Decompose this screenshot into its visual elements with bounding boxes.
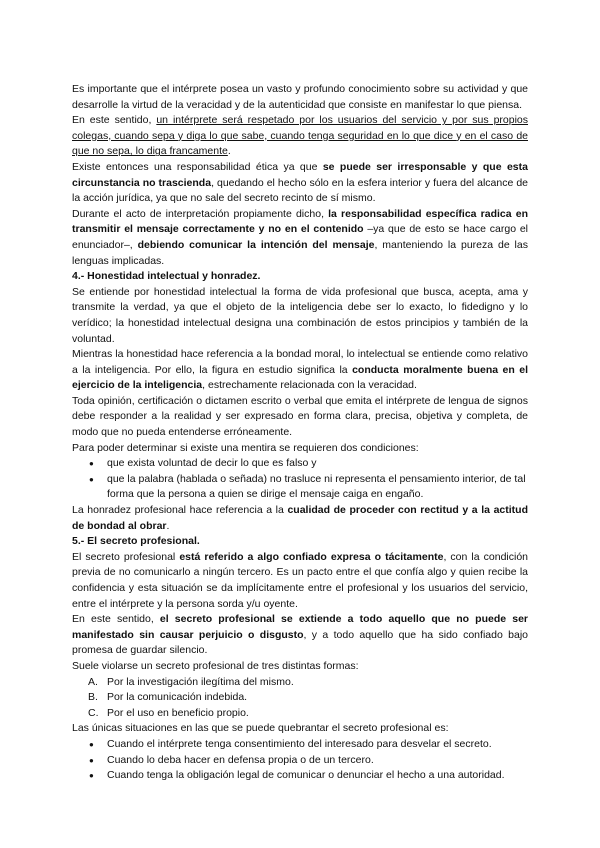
text-run: El secreto profesional bbox=[72, 550, 180, 563]
list-item-text: Por la comunicación indebida. bbox=[107, 691, 248, 704]
text-run: . bbox=[166, 519, 170, 532]
bold-text: conducta moralmente buena en el ejercicio de la inteligencia bbox=[72, 363, 528, 392]
bold-text: la responsabilidad específica radica en transmitir el mensaje correctamente y no en el contenido bbox=[72, 207, 529, 236]
text-run: . bbox=[227, 145, 231, 158]
list-item-text: Cuando lo deba hacer en defensa propia o de un tercero. bbox=[107, 753, 374, 766]
text-run: , quedando el hecho sólo en la esfera interior y fuera del alcance de la acción jurídica, ya que no sale del secreto recinto de sí mismo. bbox=[72, 176, 528, 205]
paragraph: Las únicas situaciones en las que se puede quebrantar el secreto profesional es: bbox=[72, 722, 449, 735]
list-item bbox=[72, 768, 528, 784]
text-run: , con la condición previa de no comunicarlo a ningún tercero. Es un pacto entre el que confía algo y quien recibe la confidencia y esta situación se da implícitamente entre el profesional y los usuarios del servicio, entre el intérprete y la persona sorda y/u oyente. bbox=[72, 550, 529, 610]
section-heading: 4.- Honestidad intelectual y honradez. bbox=[72, 270, 261, 283]
list-marker: B. bbox=[88, 691, 98, 704]
paragraph: Para poder determinar si existe una mentira se requieren dos condiciones: bbox=[72, 441, 419, 454]
bullet-icon: ● bbox=[89, 459, 94, 469]
list-marker: A. bbox=[88, 675, 98, 688]
paragraph bbox=[72, 503, 528, 534]
bold-text: está referido a algo confiado expresa o tácitamente bbox=[179, 550, 444, 563]
list-marker: C. bbox=[88, 706, 99, 719]
bullet-list bbox=[72, 737, 528, 784]
paragraph bbox=[72, 207, 528, 269]
bold-text: debiendo comunicar la intención del mensaje bbox=[137, 238, 375, 251]
text-run: Durante el acto de interpretación propiamente dicho, bbox=[72, 207, 329, 220]
bullet-list bbox=[72, 456, 528, 503]
list-item bbox=[72, 706, 528, 722]
lettered-list bbox=[72, 675, 528, 722]
paragraph: Se entiende por honestidad intelectual la forma de vida profesional que busca, acepta, ama y transmite la verdad, ya que el objeto de la inteligencia debe ser lo exacto, lo fidedigno y lo verídico; la honestidad intelectual designa una combinación de estos principios y también de la voluntad. bbox=[72, 285, 528, 345]
list-item-text: Por el uso en beneficio propio. bbox=[107, 706, 249, 719]
bullet-icon: ● bbox=[89, 771, 94, 781]
list-item-text: Cuando el intérprete tenga consentimiento del interesado para desvelar el secreto. bbox=[107, 737, 492, 750]
list-item bbox=[72, 737, 528, 753]
list-item bbox=[72, 675, 528, 691]
bullet-icon: ● bbox=[89, 474, 94, 484]
list-item-text: Por la investigación ilegítima del mismo. bbox=[107, 675, 294, 688]
section-heading: 5.- El secreto profesional. bbox=[72, 535, 200, 548]
bold-text: cualidad de proceder con rectitud y a la actitud de bondad al obrar bbox=[72, 504, 528, 532]
bold-text: el secreto profesional se extiende a todo aquello que no puede ser manifestado sin causar perjuicio o disgusto bbox=[72, 613, 528, 641]
text-run: –ya que de esto se hace cargo el enunciador–, bbox=[72, 223, 528, 251]
text-run: Mientras la honestidad hace referencia a la bondad moral, lo intelectual se entiende como relativo a la inteligencia. Por ello, la figura en estudio significa la bbox=[72, 348, 528, 376]
paragraph bbox=[72, 160, 528, 207]
list-item bbox=[72, 690, 528, 706]
paragraph: Es importante que el intérprete posea un vasto y profundo conocimiento sobre su actividad y que desarrolle la virtud de la veracidad y de la autenticidad que consiste en manifestar lo que piensa. bbox=[72, 83, 528, 111]
list-item bbox=[72, 472, 528, 503]
underlined-text: un intérprete será respetado por los usuarios del servicio y por sus propios colegas, cuando sepa y diga lo que sabe, cuando tenga seguridad en lo que dice y en el caso de que no sepa, lo diga francamente bbox=[72, 114, 529, 158]
text-run: En este sentido, bbox=[72, 114, 157, 127]
paragraph bbox=[72, 113, 528, 160]
paragraph bbox=[72, 612, 528, 659]
list-item-text: Cuando tenga la obligación legal de comunicar o denunciar el hecho a una autoridad. bbox=[107, 769, 505, 782]
text-run: , estrechamente relacionada con la veracidad. bbox=[202, 379, 417, 392]
list-item bbox=[72, 753, 528, 769]
text-run: La honradez profesional hace referencia a la bbox=[72, 504, 288, 517]
text-run: , manteniendo la pureza de las lenguas implicadas. bbox=[72, 238, 528, 267]
bullet-icon: ● bbox=[89, 755, 94, 765]
paragraph: Suele violarse un secreto profesional de tres distintas formas: bbox=[72, 659, 359, 672]
bullet-icon: ● bbox=[89, 739, 94, 749]
bold-text: se puede ser irresponsable y que esta circunstancia no trascienda bbox=[72, 160, 528, 189]
list-item-text: que exista voluntad de decir lo que es falso y bbox=[107, 457, 317, 470]
document-page bbox=[72, 82, 528, 784]
text-run: , y a todo aquello que ha sido confiado bajo promesa de guardar silencio. bbox=[72, 628, 528, 657]
list-item bbox=[72, 456, 528, 472]
paragraph bbox=[72, 550, 528, 612]
paragraph: Toda opinión, certificación o dictamen escrito o verbal que emita el intérprete de lengua de signos debe responder a la realidad y ser expresado en forma clara, precisa, objetiva y completa, de modo que no pueda entenderse erróneamente. bbox=[72, 394, 528, 439]
paragraph bbox=[72, 347, 528, 394]
list-item-text: que la palabra (hablada o señada) no trasluce ni representa el pensamiento interior, de tal forma que la persona a quien se dirige el mensaje caiga en engaño. bbox=[107, 472, 526, 501]
text-run: Existe entonces una responsabilidad ética ya que bbox=[72, 160, 323, 173]
text-run: En este sentido, bbox=[72, 613, 160, 626]
